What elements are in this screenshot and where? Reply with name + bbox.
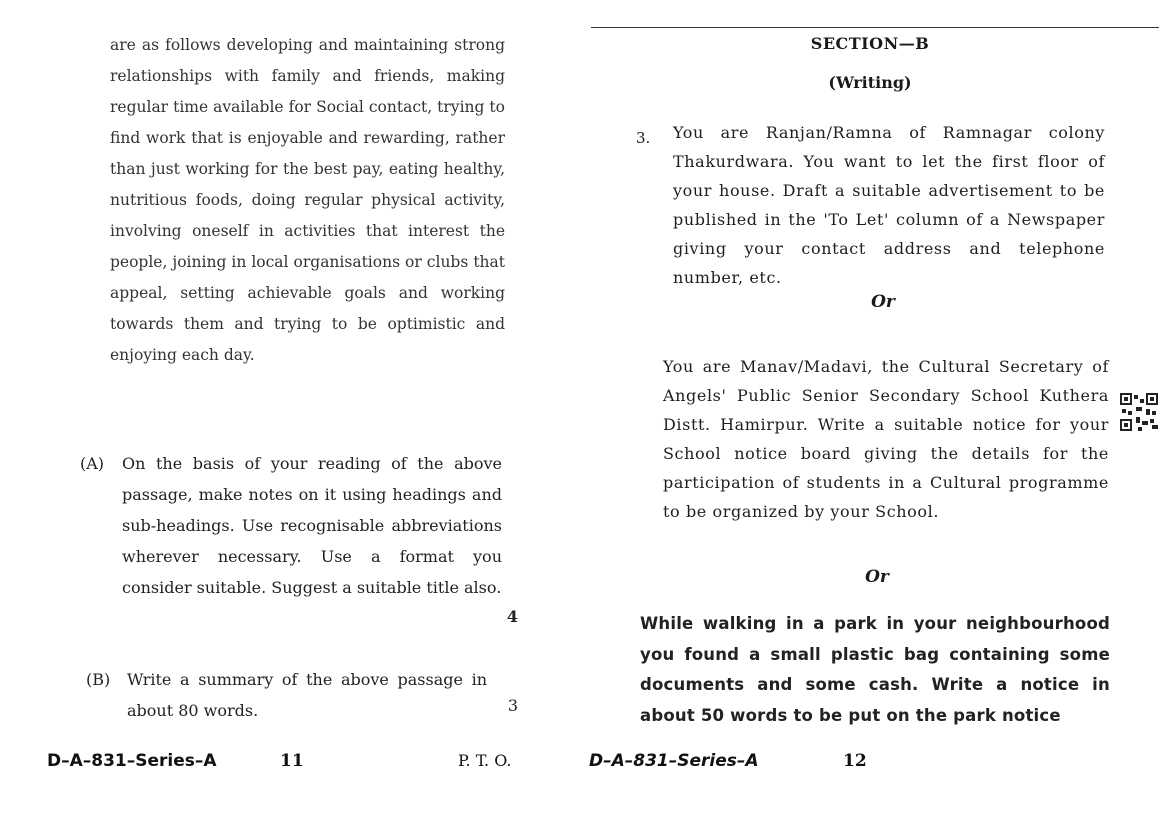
footer-page-number: 11 <box>280 751 304 771</box>
question-b-label: (B) <box>86 670 111 689</box>
alternative-2-text: While walking in a park in your neighbourhood you found a small plastic bag containing some documents and some cash. Write a notice in about 50 words to be put on the park notice <box>640 614 1110 725</box>
right-page <box>585 0 1169 827</box>
top-divider <box>591 27 1159 28</box>
question-3-text: You are Ranjan/Ramna of Ramnagar colony Thakurdwara. You want to let the first floor of your house. Draft a suitable advertisement to be published in the 'To Let' column of a Newspaper giving your contact address and telephone number, etc. <box>673 123 1105 287</box>
question-a <box>80 448 518 648</box>
footer-pto: P. T. O. <box>458 751 512 770</box>
question-b <box>86 664 518 726</box>
question-b-marks: 3 <box>507 696 518 715</box>
section-subtitle: (Writing) <box>828 73 912 92</box>
passage-text: are as follows developing and maintaining strong relationships with family and friends, making regular time available for Social contact, trying to find work that is enjoyable and rewarding, rather than just working for the best pay, eating healthy, nutritious foods, doing regular physical activity, involving oneself in activities that interest the people, joining in local organisations or clubs that appeal, setting achievable goals and working towards them and trying to be optimistic and enjoying each day. <box>110 36 505 364</box>
question-a-text: On the basis of your reading of the above passage, make notes on it using headings and sub-headings. Use recognisable abbreviations wherever necessary. Use a format you consider suitable. Suggest a suitable title also. <box>122 454 502 597</box>
question-b-text: Write a summary of the above passage in about 80 words. <box>127 670 487 720</box>
alternative-1-text: You are Manav/Madavi, the Cultural Secretary of Angels' Public Senior Secondary School Kuthera Distt. Hamirpur. Write a suitable notice for your School notice board giving the details for the participation of students in a Cultural programme to be organized by your School. <box>663 357 1109 521</box>
question-a-label: (A) <box>80 454 105 473</box>
section-title: SECTION—B <box>810 34 930 53</box>
footer-page-number: 12 <box>843 751 867 771</box>
or-separator-1: Or <box>871 292 895 312</box>
question-a-marks: 4 <box>506 607 518 626</box>
qr-code-icon <box>1120 393 1158 431</box>
or-separator-2: Or <box>865 567 889 587</box>
question-number: 3. <box>636 129 651 147</box>
footer-paper-code: D–A–831–Series–A <box>47 751 217 771</box>
footer-paper-code: D–A–831–Series–A <box>589 751 759 771</box>
